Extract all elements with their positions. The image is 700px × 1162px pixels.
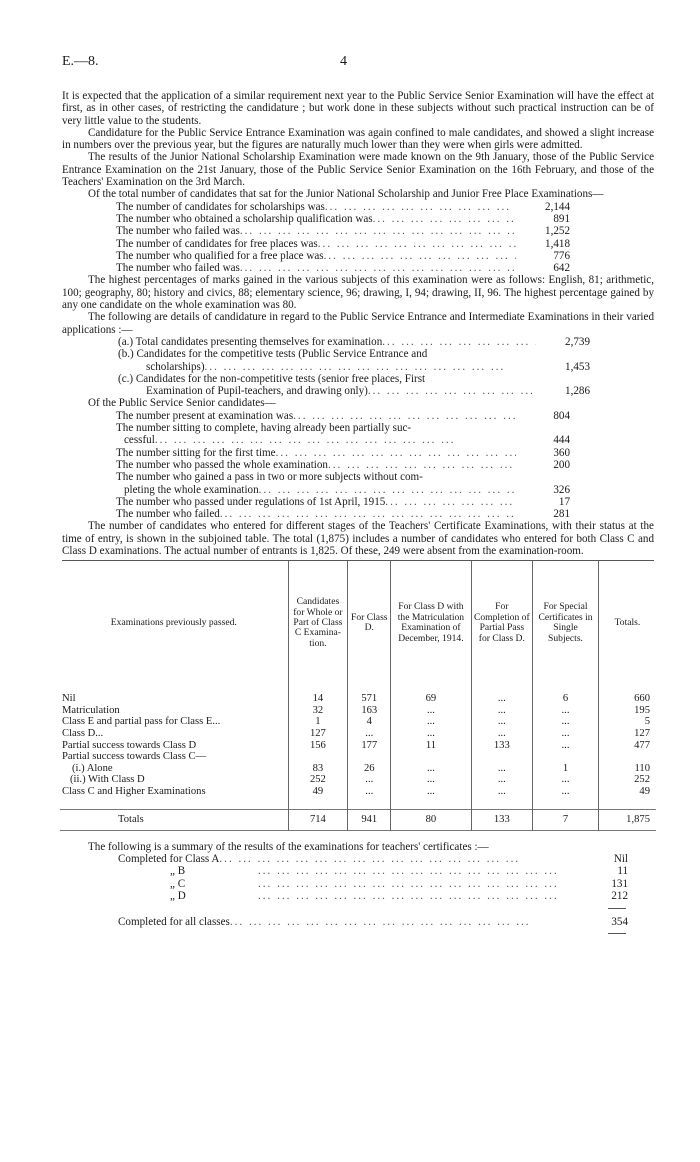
list-item: The number who failed was ... . 642 [116, 262, 570, 274]
list-item: Completed for Class A ... . Nil [118, 853, 628, 865]
table-row: (i.) Alone 83 26 ... ... 1 110 [60, 763, 656, 775]
column-header-class-d: For Class D. [348, 561, 391, 685]
table-row: Partial success towards Class C— [60, 751, 656, 763]
paragraph-9: The following is a summary of the results of the examinations for teachers' certificates :— [88, 840, 489, 853]
entrance-list [62, 336, 654, 397]
table-totals-row: Totals 714 941 80 133 7 1,875 [60, 810, 656, 831]
summary-rule [118, 902, 628, 916]
paragraph-2: Candidature for the Public Service Entrance Examination was again confined to male candidates, and showed a slight increase in numbers over the previous year, but the figures are naturally much lower than they were when girls were admitted. [62, 126, 654, 152]
list-item: The number who passed the whole examination ... . 200 [116, 459, 570, 471]
summary-end-rule [118, 929, 628, 935]
list-item: The number who qualified for a free place was ... . 776 [116, 250, 570, 262]
table-header-row [60, 561, 656, 685]
senior-list [62, 410, 654, 521]
table-row: Partial success towards Class D 156 177 11 133 ... 477 [60, 740, 656, 752]
list-item: The number sitting to complete, having already been partially suc- cessful ... . 444 [116, 422, 570, 447]
list-item: The number who failed ... . 281 [116, 508, 570, 520]
paragraph-7: Of the Public Service Senior candidates— [88, 397, 276, 410]
teachers-exam-table [60, 561, 656, 830]
list-item: The number who gained a pass in two or more subjects without com- pleting the whole examination ... . 326 [116, 471, 570, 496]
document-reference: E.—8. [62, 54, 99, 69]
list-item: The number who failed was ... . 1,252 [116, 225, 570, 237]
column-header-special: For Special Certificates in Single Subjects. [533, 561, 599, 685]
list-item: Completed for all classes ... . 354 [118, 916, 628, 928]
scholarship-list [62, 201, 654, 275]
list-item: The number who passed under regulations of 1st April, 1915 ... . 17 [116, 496, 570, 508]
list-item: The number who obtained a scholarship qualification was ... . 891 [116, 213, 570, 225]
table-row: Matriculation 32 163 ... ... ... 195 [60, 705, 656, 717]
list-item: „ D ... . 212 [118, 890, 628, 902]
list-item: „ C ... . 131 [118, 878, 628, 890]
paragraph-3: The results of the Junior National Scholarship Examination were made known on the 9th January, those of the Public Service Entrance Examination on the 21st January, those of the Public Service Senior Examination on the 16th February, and those of the Teachers' Examination on the 3rd March. [62, 151, 654, 189]
summary-list [118, 853, 628, 934]
paragraph-1: It is expected that the application of a similar requirement next year to the Public Service Senior Examination will have the effect at first, as in other cases, of restricting the candidature ; but work done in these subjects without such practical instruction can be of very little value to the students. [62, 90, 654, 127]
paragraph-4: Of the total number of candidates that sat for the Junior National Scholarship and Junior Free Place Examinations— [88, 188, 604, 201]
column-header-totals: Totals. [598, 561, 656, 685]
table-row: Class D... 127 ... ... ... ... 127 [60, 728, 656, 740]
column-header-exams: Examinations previously passed. [110, 617, 237, 629]
column-header-class-c: Candidates for Whole or Part of Class C Examina-tion. [288, 561, 348, 685]
column-header-class-d-matric: For Class D with the Matriculation Examination of December, 1914. [391, 561, 471, 685]
table-row: Class E and partial pass for Class E... 1 4 ... ... ... 5 [60, 716, 656, 728]
list-item: The number sitting for the first time ... . 360 [116, 447, 570, 459]
page-body [62, 90, 654, 935]
list-item: The number of candidates for scholarships was ... . 2,144 [116, 201, 570, 213]
paragraph-5: The highest percentages of marks gained in the various subjects of this examination were as follows: English, 81; arithmetic, 100; geography, 80; history and civics, 88; elementary science, 96; drawing, I, 94; drawing, II, 96. The highest percentage gained by any one candidate on the whole examination was 80. [62, 274, 654, 312]
paragraph-6: The following are details of candidature in regard to the Public Service Entrance and Intermediate Examinations in their varied applications :— [62, 311, 654, 336]
list-item: (a.) Total candidates presenting themselves for examination ... . 2,739 [118, 336, 590, 348]
list-item: „ B ... . 11 [118, 865, 628, 877]
list-item: The number present at examination was ... . 804 [116, 410, 570, 422]
list-item: (c.) Candidates for the non-competitive tests (senior free places, First Examination of Pupil-teachers, and drawing only) ... . 1,286 [118, 373, 590, 398]
paragraph-8: The number of candidates who entered for different stages of the Teachers' Certificate Examinations, with their status at the time of entry, is shown in the subjoined table. The total (1,875) includes a number of candidates who entered for both Class C and Class D examinations. The actual number of entrants is 1,825. Of these, 249 were absent from the examination-room. [62, 520, 654, 557]
page-header [62, 56, 654, 72]
list-item: (b.) Candidates for the competitive tests (Public Service Entrance and scholarships) ... . 1,453 [118, 348, 590, 373]
list-item: The number of candidates for free places was ... . 1,418 [116, 238, 570, 250]
page-number: 4 [340, 54, 347, 69]
column-header-partial-pass: For Completion of Partial Pass for Class D. [471, 561, 533, 685]
table-row: Class C and Higher Examinations 49 ... ... ... ... 49 [60, 786, 656, 798]
table-row: Nil 14 571 69 ... 6 660 [60, 693, 656, 705]
table-row: (ii.) With Class D 252 ... ... ... ... 252 [60, 774, 656, 786]
